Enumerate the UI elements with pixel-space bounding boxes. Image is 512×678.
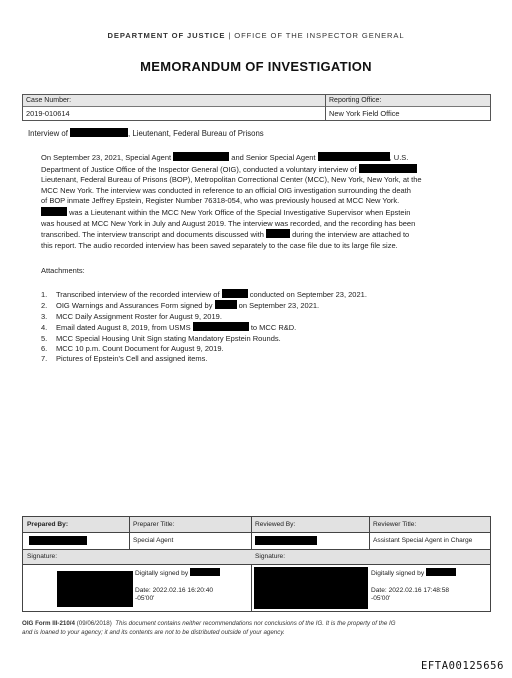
agency-header bbox=[0, 31, 512, 40]
item-text: MCC Daily Assignment Roster for August 9, 2019. bbox=[56, 311, 222, 321]
redaction-box bbox=[359, 164, 417, 173]
preparer-title-value: Special Agent bbox=[133, 537, 174, 544]
signed-by-text: Digitally signed by bbox=[135, 570, 189, 577]
signature-label: Signature: bbox=[27, 553, 58, 560]
bates-number: EFTA00125656 bbox=[420, 660, 504, 672]
item-number: 6. bbox=[41, 344, 48, 354]
list-item bbox=[41, 354, 367, 364]
signature-label: Signature: bbox=[255, 553, 286, 560]
redaction-box bbox=[266, 229, 290, 238]
list-item bbox=[41, 289, 367, 300]
redaction-box bbox=[173, 152, 229, 161]
list-item bbox=[41, 300, 367, 311]
redaction-box bbox=[193, 322, 249, 331]
body-line: Department of Justice Office of the Inspector General (OIG), conducted a voluntary interview of bbox=[41, 164, 357, 174]
form-id: OIG Form III-210/4 bbox=[22, 620, 75, 627]
preparer-title-label: Preparer Title: bbox=[133, 521, 175, 528]
signature-timezone: -05'00' bbox=[135, 595, 155, 603]
item-number: 5. bbox=[41, 333, 48, 343]
item-text: Transcribed interview of the recorded interview of bbox=[56, 290, 220, 299]
body-line: and Senior Special Agent bbox=[231, 153, 316, 162]
disclaimer-text: and is loaned to your agency; it and its contents are not to be distributed outside of your agency. bbox=[22, 629, 285, 636]
divider bbox=[129, 517, 130, 549]
case-number-value: 2019-010614 bbox=[26, 109, 70, 118]
signature-date: Date: 2022.02.16 17:48:58 bbox=[371, 586, 450, 594]
body-line: this report. The audio recorded interview has been saved separately to the case file due to its large file size. bbox=[41, 240, 398, 250]
form-date: (09/06/2018) bbox=[74, 620, 112, 627]
signed-by-text: Digitally signed by bbox=[371, 570, 425, 577]
redaction-box bbox=[190, 568, 220, 576]
body-line: was a Lieutenant within the MCC New York Office of the Special Investigative Supervisor when Epstein bbox=[69, 207, 411, 217]
case-number-cell bbox=[23, 95, 326, 120]
item-text: to MCC R&D. bbox=[250, 323, 297, 333]
item-text: OIG Warnings and Assurances Form signed by bbox=[56, 301, 213, 311]
body-paragraph bbox=[41, 152, 486, 251]
body-line: during the interview are attached to bbox=[292, 230, 410, 240]
body-line: MCC New York. The interview was conducted in reference to an official OIG investigation surrounding the death bbox=[41, 185, 411, 195]
item-number: 3. bbox=[41, 311, 48, 321]
body-line: was housed at MCC New York in July and August 2019. The interview was recorded, and the recording has been bbox=[41, 218, 416, 228]
item-text: on September 23, 2021. bbox=[238, 301, 320, 311]
form-footer bbox=[22, 619, 492, 637]
redaction-box bbox=[318, 152, 390, 161]
interview-subject-line bbox=[28, 128, 264, 138]
item-text: Pictures of Epstein's Cell and assigned items. bbox=[56, 354, 208, 364]
signature-table bbox=[22, 516, 491, 612]
item-number: 4. bbox=[41, 323, 48, 333]
divider bbox=[369, 517, 370, 549]
document-title: MEMORANDUM OF INVESTIGATION bbox=[140, 59, 372, 74]
redaction-box bbox=[41, 207, 67, 216]
prepared-by-label: Prepared By: bbox=[27, 521, 69, 528]
list-item bbox=[41, 322, 367, 333]
attachments-list bbox=[41, 289, 367, 365]
redaction-box bbox=[29, 536, 87, 545]
item-text: Email dated August 8, 2019, from USMS bbox=[56, 323, 191, 333]
item-number: 1. bbox=[41, 290, 48, 299]
item-number: 2. bbox=[41, 301, 48, 311]
body-line: Lieutenant, Federal Bureau of Prisons (BOP), Metropolitan Correctional Center (MCC), New York, New York, at the bbox=[41, 175, 422, 185]
reporting-office-value: New York Field Office bbox=[329, 109, 400, 118]
digital-signature-2 bbox=[371, 568, 456, 604]
body-line: , U.S. bbox=[389, 153, 409, 162]
list-item bbox=[41, 334, 367, 344]
item-text: MCC Special Housing Unit Sign stating Mandatory Epstein Rounds. bbox=[56, 333, 281, 343]
reporting-office-label: Reporting Office: bbox=[326, 95, 490, 107]
case-number-label: Case Number: bbox=[23, 95, 325, 107]
item-text: MCC 10 p.m. Count Document for August 9, 2019. bbox=[56, 344, 224, 354]
digital-signature-1 bbox=[135, 568, 220, 604]
reviewed-by-label: Reviewed By: bbox=[255, 521, 296, 528]
list-item bbox=[41, 344, 367, 354]
header-separator: | bbox=[225, 31, 235, 40]
interview-suffix: , Lieutenant, Federal Bureau of Prisons bbox=[128, 129, 264, 138]
body-line: On September 23, 2021, Special Agent bbox=[41, 153, 172, 162]
department-name: DEPARTMENT OF JUSTICE bbox=[107, 31, 226, 40]
redacted-signature bbox=[254, 567, 368, 609]
attachments-heading: Attachments: bbox=[41, 266, 85, 275]
redaction-box bbox=[222, 289, 248, 298]
reviewer-title-value: Assistant Special Agent in Charge bbox=[373, 537, 473, 544]
redaction-box bbox=[70, 128, 128, 137]
interview-prefix: Interview of bbox=[28, 129, 68, 138]
reviewer-title-label: Reviewer Title: bbox=[373, 521, 417, 528]
signature-date: Date: 2022.02.16 16:20:40 bbox=[135, 586, 214, 594]
signature-timezone: -05'00' bbox=[371, 595, 391, 603]
disclaimer-text: This document contains neither recommendations nor conclusions of the IG. It is the property of the IG bbox=[115, 620, 396, 627]
body-line: of BOP inmate Jeffrey Epstein, Register Number 76318-054, who was previously housed at MCC New York. bbox=[41, 196, 400, 206]
redaction-box bbox=[215, 300, 237, 309]
office-name: OFFICE OF THE INSPECTOR GENERAL bbox=[234, 31, 405, 40]
redaction-box bbox=[255, 536, 317, 545]
reporting-office-cell bbox=[326, 95, 490, 120]
case-info-table bbox=[22, 94, 491, 121]
body-line: transcribed. The interview transcript and documents discussed with bbox=[41, 230, 264, 240]
redacted-signature bbox=[57, 571, 133, 607]
item-number: 7. bbox=[41, 354, 48, 364]
redaction-box bbox=[426, 568, 456, 576]
item-text: conducted on September 23, 2021. bbox=[249, 290, 367, 299]
list-item bbox=[41, 312, 367, 322]
